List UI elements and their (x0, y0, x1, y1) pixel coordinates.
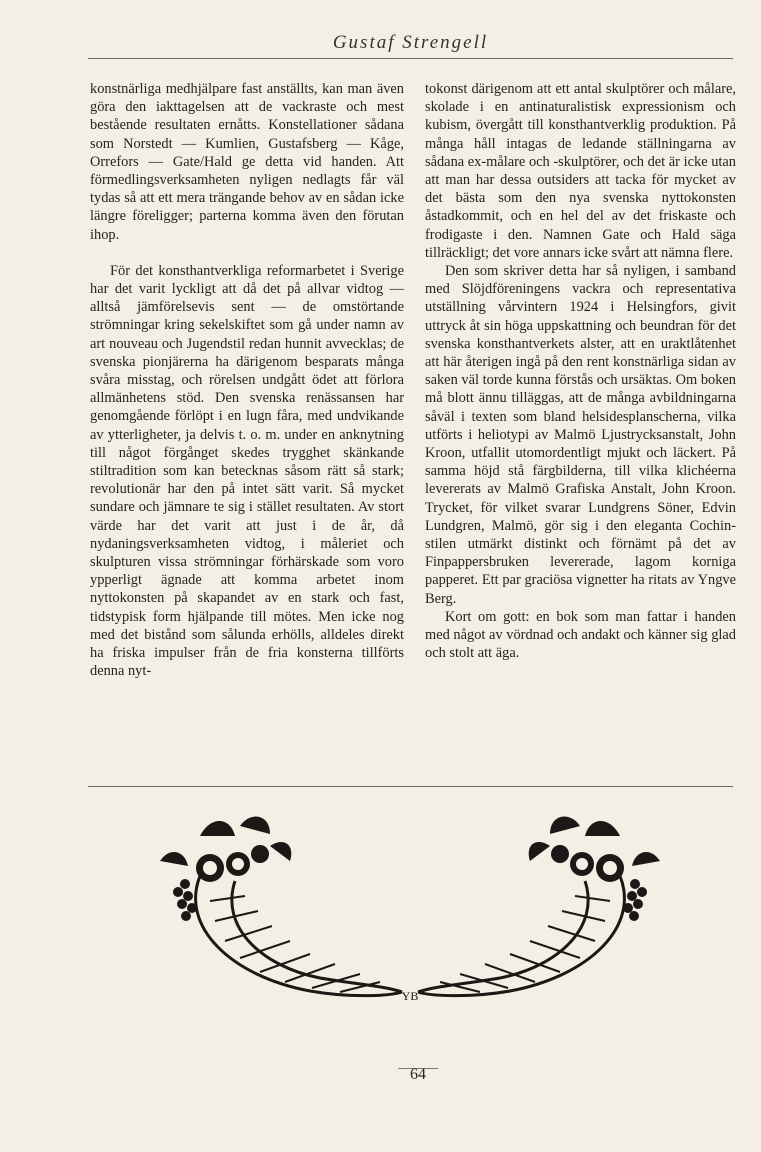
right-column (425, 80, 736, 663)
left-column (90, 80, 404, 681)
page-number: 64 (410, 1066, 426, 1083)
header-rule (88, 58, 733, 59)
vignette-monogram: YB (401, 989, 419, 1003)
left-paragraph-2: För det konsthantverkliga reformarbetet i Sverige har det varit lyckligt att då det på allvar vidtog — alltså jämförelsevis sent — de omstörtande strömningar kring sekelskiftet som gå under namn av art nouveau och Jugendstil redan hunnit avvecklas; de svenska pionjärerna ha därigenom besparats många svåra misstag, och rörelsen undgått ödet att förlora allmänhetens stöd. Den svenska renässansen har genomgående förlöpt i en lugn fåra, med undvikande av ytterligheter, ja delvis t. o. m. under en anknytning till något förgånget skedes trygghet skänkande stiltradition som kan betecknas såsom rätt så stark; revolutionär har den på intet sätt varit. Så mycket sundare och jämnare te sig i stället resultaten. Av stort värde har det varit att just i de år, då nydaningsverksamheten vidtog, i måleriet och skulpturen vissa strömningar förhärskade som voro ypperligt ägnade att komma arbetet inom nyttokonsten på skapandet av en stark och fast, tidstypisk form hjälpande till mötes. Men icke nog med det bistånd som sålunda erhölls, alldeles direkt ha friska impulser från de fria konsterna tillförts denna nyt- (90, 262, 404, 680)
cornucopia-vignette (140, 806, 680, 1011)
right-paragraph-3: Kort om gott: en bok som man fattar i handen med något av vördnad och andakt och känner sig glad och stolt att äga. (425, 608, 736, 662)
bottom-rule (88, 786, 733, 787)
left-paragraph-1: konstnärliga medhjälpare fast anställts, kan man även göra den iakttagelsen att de vackraste och mest bestående resultaten ernåtts. Konstellationer sådana som Norstedt — Kumlien, Gustafsberg — Kåge, Orrefors — Gate/Hald ge detta vid handen. Att förmedlingsverksamheten nyligen nedlagts får väl tydas så att ett mera trängande behov av en sådan icke längre föreligger; parterna komma även den förutan ihop. (90, 81, 404, 243)
right-paragraph-2: Den som skriver detta har så nyligen, i samband med Slöjdföreningens vackra och representativa utställning vårvintern 1924 i Helsingfors, givit uttryck åt sin höga uppskattning och beundran för det svenska konsthantverkets alster, att en uraktlåtenhet att här återigen ingå på den rent konstnärliga sidan av saken väl torde kunna förstås och ursäktas. Om boken må blott ännu tilläggas, att de många avbildningarna såväl i texten som bland helsidesplanscherna, vilka utförts i heliotypi av Malmö Ljustrycksanstalt, John Kroon, utfallit utomordentligt mjukt och läckert. På samma höjd stå färgbilderna, till vilka klichéerna levererats av Malmö Grafiska Anstalt, John Kroon. Trycket, för vilket svarar Lundgrens Söner, Edvin Lundgren, Malmö, gör sig i den eleganta Cochin-stilen utmärkt distinkt och förnämt på det av Finpappersbruken levererade, lagom korniga papperet. Ett par graciösa vignetter ha ritats av Yngve Berg. (425, 263, 736, 607)
right-paragraph-1: tokonst därigenom att ett antal skulptörer och målare, skolade i en antinaturalistisk expressionism och kubism, övergått till konsthantverklig produktion. På många håll intagas de ledande ställningarna av sådana ex-målare och -skulptörer, och det är icke utan att man har dessa outsiders att tacka för mycket av det bästa som den nya svenska nyttokonsten åstadkommit, och en hel del av det friskaste och frodigaste i den. Namnen Gate och Hald säga tillräckligt; det vore annars icke svårt att nämna flere. (425, 81, 736, 261)
running-header: Gustaf Strengell (332, 32, 489, 53)
